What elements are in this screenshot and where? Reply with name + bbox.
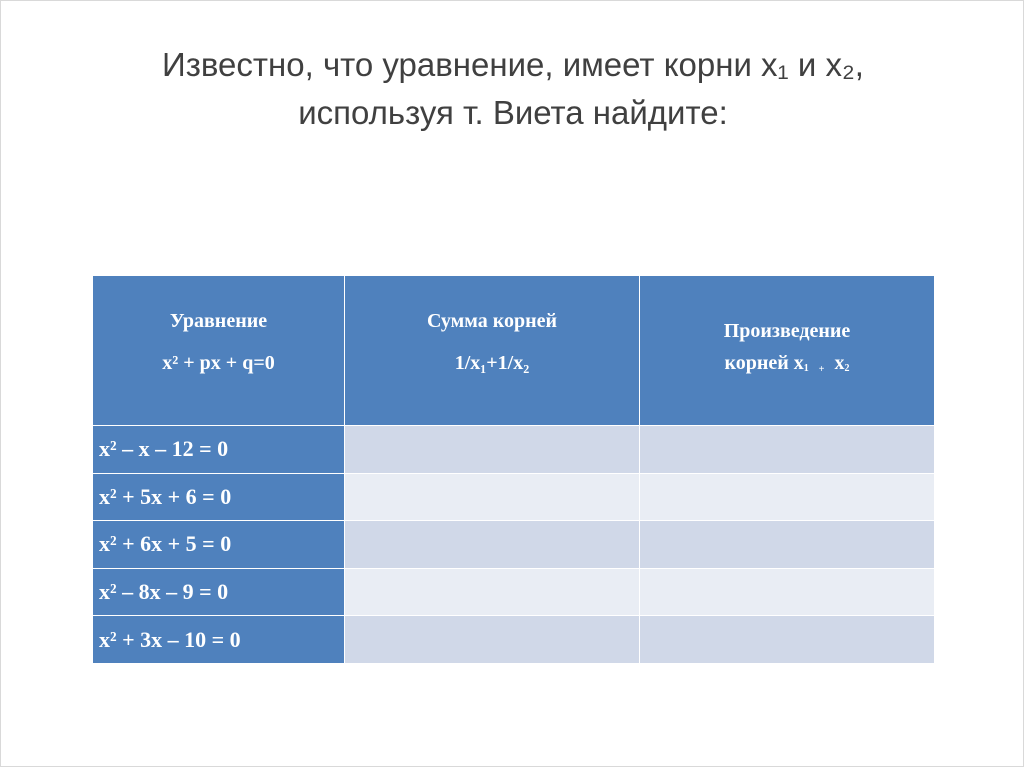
- equation-cell: x² – 8x – 9 = 0: [93, 568, 345, 616]
- header-product-var2: x: [834, 352, 845, 374]
- table-header-row: [93, 276, 935, 426]
- sum-cell[interactable]: [345, 616, 640, 664]
- header-sum-label: Сумма корней: [426, 310, 558, 332]
- table-row: [93, 616, 935, 664]
- header-product-formula: [640, 348, 934, 385]
- product-cell[interactable]: [640, 473, 935, 521]
- slide-title: [61, 41, 965, 137]
- product-cell[interactable]: [640, 426, 935, 474]
- header-sum-formula: 1/x₁+1/x₂: [454, 352, 530, 374]
- header-product-op: +: [818, 364, 825, 375]
- table-row: [93, 521, 935, 569]
- title-line-1: Известно, что уравнение, имеет корни x₁ и x₂,: [162, 46, 864, 83]
- table-row: [93, 473, 935, 521]
- header-equation: [93, 276, 345, 426]
- vieta-table: [92, 275, 935, 664]
- title-line-2: используя т. Виета найдите:: [298, 94, 728, 131]
- sum-cell[interactable]: [345, 473, 640, 521]
- header-product-label: Произведение: [723, 320, 851, 342]
- product-cell[interactable]: [640, 521, 935, 569]
- header-equation-label: Уравнение: [169, 310, 268, 332]
- table-row: [93, 426, 935, 474]
- header-product-prefix: корней x: [724, 352, 804, 374]
- sum-cell[interactable]: [345, 568, 640, 616]
- sum-cell[interactable]: [345, 521, 640, 569]
- equation-cell: x² + 6x + 5 = 0: [93, 521, 345, 569]
- header-product-sub1: 1: [803, 363, 809, 374]
- header-product-sub2: 2: [844, 363, 850, 374]
- sum-cell[interactable]: [345, 426, 640, 474]
- equation-cell: x² + 3x – 10 = 0: [93, 616, 345, 664]
- product-cell[interactable]: [640, 616, 935, 664]
- header-equation-formula: x² + px + q=0: [162, 352, 275, 374]
- table-row: [93, 568, 935, 616]
- equation-cell: x² + 5x + 6 = 0: [93, 473, 345, 521]
- header-product-of-roots: [640, 276, 935, 426]
- equation-cell: x² – x – 12 = 0: [93, 426, 345, 474]
- header-sum-of-roots: [345, 276, 640, 426]
- product-cell[interactable]: [640, 568, 935, 616]
